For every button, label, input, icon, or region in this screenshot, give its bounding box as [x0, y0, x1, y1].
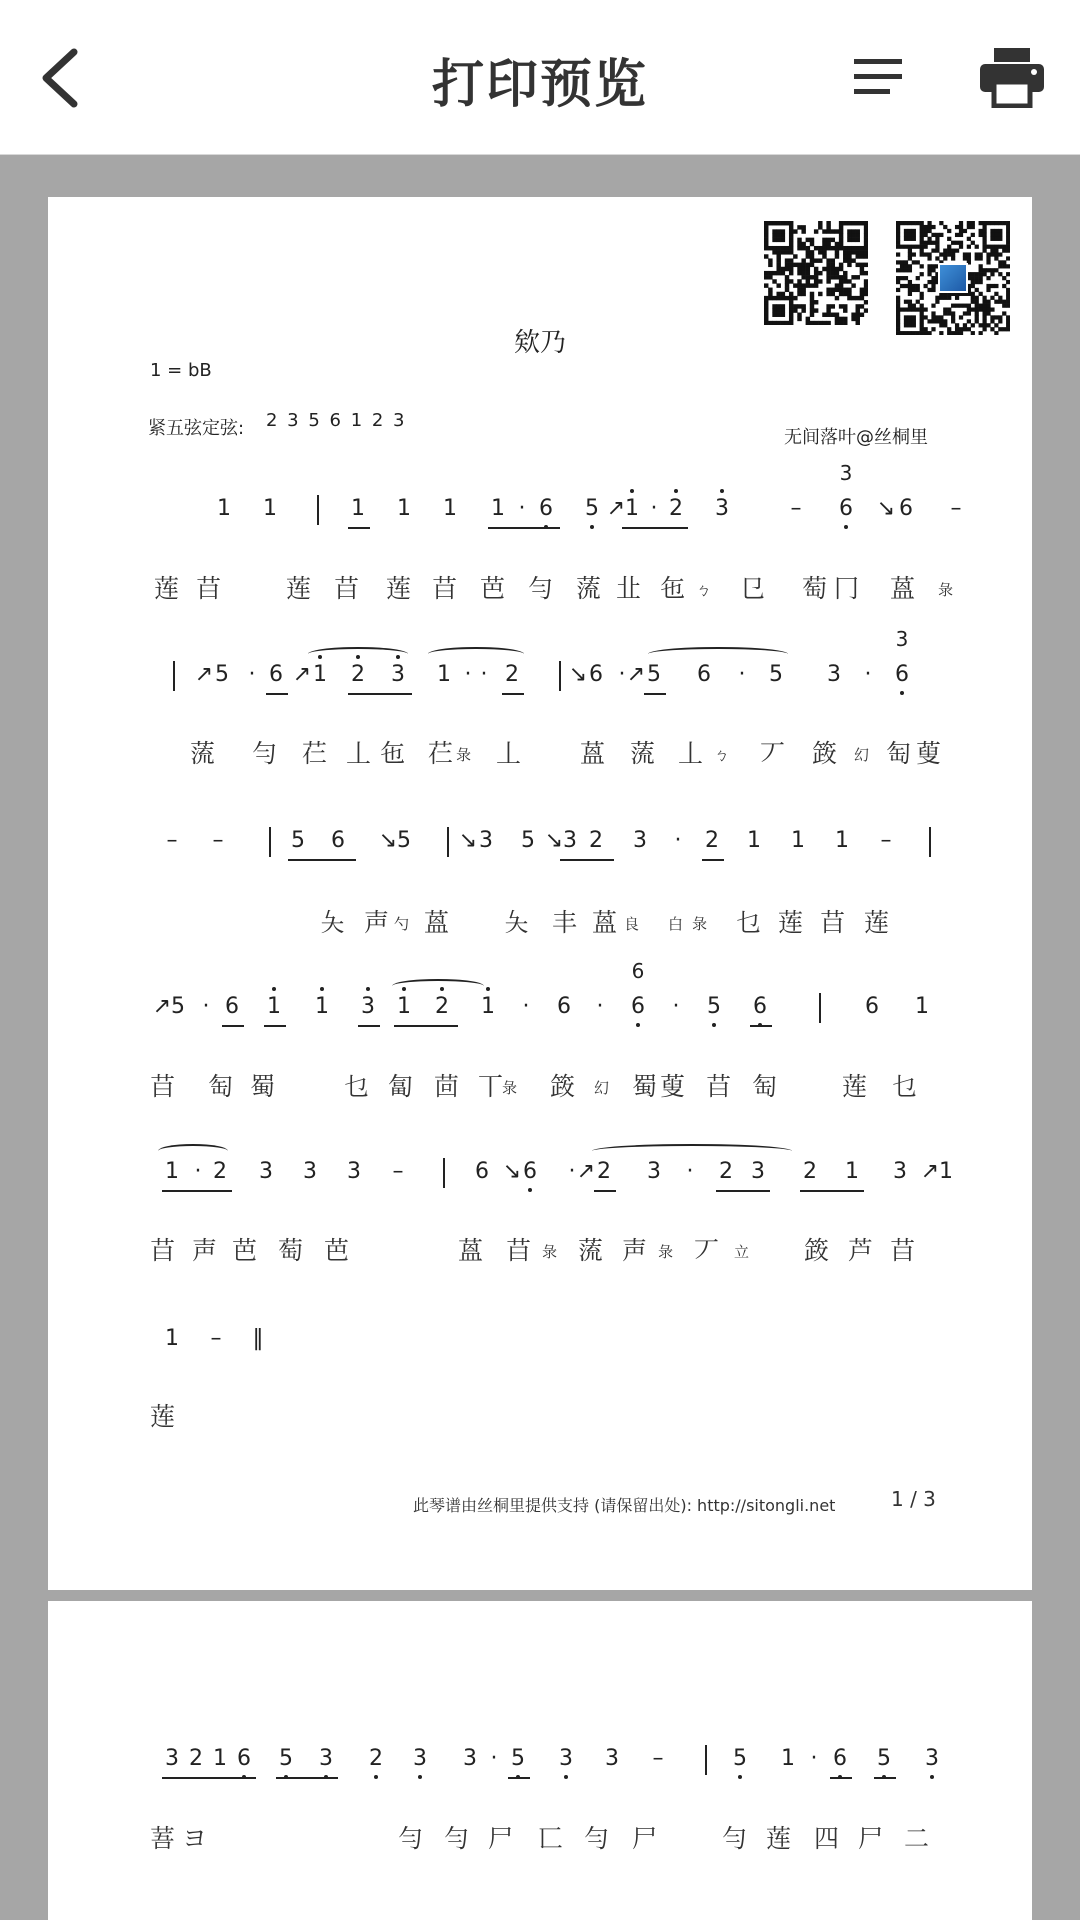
tablature-char: 声: [192, 1236, 218, 1265]
beam-line: [502, 693, 524, 695]
note: 6: [865, 994, 879, 1019]
tablature-row: [148, 1231, 978, 1271]
tablature-char: 夨: [504, 908, 530, 937]
tablature-char: 冂: [834, 574, 860, 603]
note: ·: [618, 662, 626, 687]
note: 1: [474, 987, 502, 1027]
tablature-char: 䒤: [506, 1236, 532, 1265]
beam-line: [702, 859, 724, 861]
tablature-char: 勻: [398, 1824, 424, 1853]
tablature-char: 尸: [632, 1824, 658, 1853]
note: 1: [397, 496, 411, 521]
note: ·: [490, 1746, 498, 1771]
tablature-row: [148, 569, 978, 609]
beam-line: [162, 1190, 232, 1192]
note: 3: [463, 1746, 477, 1771]
note: ↘: [458, 828, 478, 853]
note: 6: [899, 496, 913, 521]
tablature-char: 芢: [302, 739, 328, 768]
note: 6: [697, 662, 711, 687]
tablature-char: 匋: [886, 739, 912, 768]
tablature-char: 芭: [480, 574, 506, 603]
note: 6: [832, 489, 860, 529]
tablature-char: ㄅ: [714, 746, 730, 764]
note: –: [166, 828, 178, 853]
note: 5: [769, 662, 783, 687]
note: ·: [480, 662, 488, 687]
note: 5: [504, 1739, 532, 1779]
beam-line: [750, 1025, 772, 1027]
tablature-char: 勺: [394, 915, 410, 933]
slur-mark: [158, 1144, 228, 1158]
tablature-char: 丅: [478, 1072, 504, 1101]
note: 5: [272, 1739, 300, 1779]
note: 1: [351, 496, 365, 521]
tablature-char: 芭: [324, 1236, 350, 1265]
tablature-char: 萄: [802, 574, 828, 603]
beam-line: [394, 1025, 458, 1027]
note: 6: [557, 994, 571, 1019]
tablature-char: ヨ: [182, 1824, 208, 1853]
tablature-char: 芦: [848, 1236, 874, 1265]
note: 6: [331, 828, 345, 853]
tablature-char: 勻: [252, 739, 278, 768]
notation-staff: [148, 1739, 978, 1779]
note: 3: [708, 489, 736, 529]
tablature-char: 莲: [286, 574, 312, 603]
note: 1: [390, 987, 418, 1027]
note: 6: [826, 1739, 854, 1779]
note: 2: [428, 987, 456, 1027]
qr-code-icon: [764, 221, 868, 325]
note: 1: [791, 828, 805, 853]
note: 2: [597, 1159, 611, 1184]
tablature-char: 㐌: [380, 739, 406, 768]
note: ↗: [920, 1159, 940, 1184]
notation-staff: [148, 1152, 978, 1192]
menu-button[interactable]: [848, 52, 908, 102]
note: 3: [479, 828, 493, 853]
note: 6: [225, 994, 239, 1019]
note: 1: [263, 496, 277, 521]
note: 1: [835, 828, 849, 853]
footer-credit: 此琴谱由丝桐里提供支持 (请保留出处): http://sitongli.net: [413, 1496, 836, 1515]
note: 2: [803, 1159, 817, 1184]
page-title: 打印预览: [431, 55, 648, 115]
beam-line: [644, 693, 666, 695]
tablature-char: 彔: [502, 1079, 518, 1097]
qr-code-icon: [896, 221, 1010, 335]
note: ·: [522, 994, 530, 1019]
tablature-char: 声: [622, 1236, 648, 1265]
top-app-bar: [0, 0, 1080, 155]
tuning-notes: 2 3 5 6 1 2 3: [266, 410, 407, 431]
note: ·: [672, 994, 680, 1019]
tablature-char: 丰: [552, 908, 578, 937]
tablature-char: 二: [904, 1824, 930, 1853]
note: ↗: [576, 1159, 596, 1184]
tablature-char: 䒤: [150, 1072, 176, 1101]
note: ·: [674, 828, 682, 853]
note: 1: [915, 994, 929, 1019]
tablature-char: 䒤: [196, 574, 222, 603]
tablature-char: 䒤: [150, 1236, 176, 1265]
tablature-char: 蒕: [458, 1236, 484, 1265]
note: ·: [686, 1159, 694, 1184]
note: 5: [870, 1739, 898, 1779]
tablature-char: 匸: [538, 1824, 564, 1853]
tablature-char: 蒕: [580, 739, 606, 768]
note: 3: [406, 1739, 434, 1779]
note: ↗: [152, 994, 172, 1019]
note: 2: [189, 1746, 203, 1771]
tablature-char: 莲: [766, 1824, 792, 1853]
tablature-char: ㄅ: [696, 581, 712, 599]
bar-line: [447, 827, 449, 857]
note: 2: [705, 828, 719, 853]
note: ↗: [626, 662, 646, 687]
bar-line: [819, 993, 821, 1023]
note: 1: [618, 489, 646, 529]
beam-line: [288, 859, 356, 861]
tablature-char: 乜: [736, 908, 762, 937]
page-number: 1 / 3: [891, 1487, 936, 1511]
bar-line: [559, 661, 561, 691]
preview-page-2: [48, 1601, 1032, 1920]
note: ‖: [252, 1326, 264, 1351]
printer-icon: [978, 46, 1046, 108]
note: 1: [217, 496, 231, 521]
note: 3: [647, 1159, 661, 1184]
note: 3: [751, 1159, 765, 1184]
song-title: 欸乃: [513, 328, 566, 358]
tablature-char: 㐀: [616, 574, 642, 603]
note: 3: [552, 1739, 580, 1779]
preview-page-1: [48, 197, 1032, 1590]
slur-mark: [428, 647, 524, 661]
note: 6: [230, 1739, 258, 1779]
note-annotation: 3: [839, 461, 853, 485]
note: ↗: [606, 496, 626, 521]
tablature-char: 䒤: [334, 574, 360, 603]
tablature-char: 㐌: [660, 574, 686, 603]
slur-mark: [592, 1144, 792, 1158]
note: 6: [532, 489, 560, 529]
tablature-row: [148, 734, 978, 774]
note: 3: [354, 987, 382, 1027]
note: 1: [437, 662, 451, 687]
note: 1: [308, 987, 336, 1027]
beam-line: [508, 1777, 530, 1779]
note: 1: [306, 655, 334, 695]
note: –: [880, 828, 892, 853]
tablature-char: 勻: [444, 1824, 470, 1853]
tablature-char: 蓅: [576, 574, 602, 603]
tablature-char: 丄: [496, 739, 522, 768]
tablature-char: 䓊: [150, 1824, 176, 1853]
note: 3: [893, 1159, 907, 1184]
note: –: [950, 496, 962, 521]
beam-line: [622, 527, 688, 529]
tablature-char: 茴: [434, 1072, 460, 1101]
note: ↘: [378, 828, 398, 853]
slur-mark: [648, 647, 788, 661]
note: 3: [347, 1159, 361, 1184]
tablature-char: 萄: [278, 1236, 304, 1265]
notation-staff: [148, 461, 978, 529]
beam-line: [488, 527, 560, 529]
tablature-char: 蜀: [632, 1072, 658, 1101]
tablature-char: 丄: [678, 739, 704, 768]
tablature-char: 立: [734, 1243, 750, 1261]
tablature-char: 蓃: [916, 739, 942, 768]
tablature-char: 蜀: [250, 1072, 276, 1101]
note: 2: [719, 1159, 733, 1184]
tablature-char: 彔: [658, 1243, 674, 1261]
beam-line: [348, 527, 370, 529]
bar-line: [173, 661, 175, 691]
key-signature: 1 = bB: [150, 360, 212, 381]
note: ↘: [876, 496, 896, 521]
tablature-char: 四: [814, 1824, 840, 1853]
note: 6: [475, 1159, 489, 1184]
note: 5: [171, 994, 185, 1019]
note: 5: [397, 828, 411, 853]
tablature-char: 莲: [386, 574, 412, 603]
tablature-char: 声: [364, 908, 390, 937]
tablature-row: [148, 1819, 978, 1859]
tablature-char: 蓅: [578, 1236, 604, 1265]
tablature-char: 䒤: [820, 908, 846, 937]
tablature-char: 䈣: [804, 1236, 830, 1265]
note: 5: [291, 828, 305, 853]
note: –: [652, 1746, 664, 1771]
note-annotation: 3: [895, 627, 909, 651]
beam-line: [348, 693, 412, 695]
beam-line: [358, 1025, 380, 1027]
note: 2: [213, 1159, 227, 1184]
tablature-char: 㔾: [740, 574, 766, 603]
tablature-char: 良: [624, 915, 640, 933]
note: 3: [384, 655, 412, 695]
beam-line: [276, 1777, 338, 1779]
note: 5: [578, 489, 606, 529]
notation-staff: [148, 959, 978, 1027]
tablature-char: 乜: [344, 1072, 370, 1101]
note: 1: [443, 496, 457, 521]
note: 5: [700, 987, 728, 1027]
note: 3: [633, 828, 647, 853]
tablature-char: 蒕: [890, 574, 916, 603]
note: 3: [312, 1739, 340, 1779]
tablature-char: 勻: [722, 1824, 748, 1853]
tablature-char: 幻: [854, 746, 870, 764]
tablature-char: 莲: [842, 1072, 868, 1101]
note: 5: [647, 662, 661, 687]
tablature-char: 勻: [528, 574, 554, 603]
note: 6: [888, 655, 916, 695]
author: 无间落叶@丝桐里: [784, 427, 928, 448]
bar-line: [269, 827, 271, 857]
note: 1: [781, 1746, 795, 1771]
note: 3: [605, 1746, 619, 1771]
qr-logo: [938, 263, 968, 293]
note: 6: [589, 662, 603, 687]
tablature-char: 白: [668, 915, 684, 933]
tablature-char: 彔: [542, 1243, 558, 1261]
menu-icon: [848, 52, 908, 102]
tablature-char: 莲: [778, 908, 804, 937]
tablature-char: 莲: [150, 1402, 176, 1431]
beam-line: [800, 1190, 864, 1192]
note: ·: [464, 662, 472, 687]
beam-line: [162, 1777, 256, 1779]
tablature-char: 䈣: [812, 739, 838, 768]
tablature-char: 莲: [864, 908, 890, 937]
note: 3: [303, 1159, 317, 1184]
tablature-char: 彔: [456, 746, 472, 764]
beam-line: [830, 1777, 852, 1779]
bar-line: [317, 495, 319, 525]
note: ·: [248, 662, 256, 687]
tablature-char: 䒤: [432, 574, 458, 603]
note: 2: [662, 489, 690, 529]
note: ↘: [568, 662, 588, 687]
note: 1: [165, 1326, 179, 1351]
note: ↘: [544, 828, 564, 853]
note: ·: [202, 994, 210, 1019]
note: 3: [259, 1159, 273, 1184]
note: 2: [344, 655, 372, 695]
note: –: [210, 1326, 222, 1351]
tablature-char: 蒕: [592, 908, 618, 937]
beam-line: [264, 1025, 286, 1027]
notation-staff: [148, 821, 978, 861]
bar-line: [443, 1158, 445, 1188]
note: 1: [260, 987, 288, 1027]
tablature-char: 蓅: [190, 739, 216, 768]
slur-mark: [392, 979, 484, 993]
tablature-row: [148, 903, 978, 943]
beam-line: [716, 1190, 770, 1192]
tablature-char: 䒤: [890, 1236, 916, 1265]
tablature-char: 莲: [154, 574, 180, 603]
note: 6: [516, 1152, 544, 1192]
beam-line: [560, 859, 614, 861]
note: 2: [362, 1739, 390, 1779]
print-button[interactable]: [978, 46, 1046, 108]
tablature-char: 勻: [584, 1824, 610, 1853]
tablature-char: 蒕: [424, 908, 450, 937]
note: ·: [864, 662, 872, 687]
note: ·: [194, 1159, 202, 1184]
tablature-char: 彔: [938, 581, 954, 599]
beam-line: [594, 1190, 616, 1192]
tablature-char: 蓃: [660, 1072, 686, 1101]
note: 3: [827, 662, 841, 687]
tablature-char: 匋: [208, 1072, 234, 1101]
bar-line: [705, 1745, 707, 1775]
note: –: [790, 496, 802, 521]
note: 1: [747, 828, 761, 853]
tablature-row: [148, 1067, 978, 1107]
tablature-char: 夨: [320, 908, 346, 937]
note: 5: [215, 662, 229, 687]
note: ·: [568, 1159, 576, 1184]
note: ·: [738, 662, 746, 687]
tablature-char: 幻: [594, 1079, 610, 1097]
note-annotation: 6: [631, 959, 645, 983]
note: ↗: [292, 662, 312, 687]
tablature-char: 丆: [760, 739, 786, 768]
note: –: [212, 828, 224, 853]
note: 5: [726, 1739, 754, 1779]
note: 3: [563, 828, 577, 853]
note: 1: [939, 1159, 953, 1184]
tablature-char: 彔: [692, 915, 708, 933]
note: 1: [845, 1159, 859, 1184]
tablature-char: 匐: [388, 1072, 414, 1101]
note: ↘: [502, 1159, 522, 1184]
note: 1: [213, 1746, 227, 1771]
notation-staff: [148, 627, 978, 695]
beam-line: [874, 1777, 896, 1779]
tuning-label: 紧五弦定弦:: [148, 418, 245, 439]
tablature-char: 芢: [428, 739, 454, 768]
notation-staff: [148, 1319, 978, 1359]
note: ·: [650, 496, 658, 521]
tablature-char: 丆: [694, 1236, 720, 1265]
note: 3: [165, 1746, 179, 1771]
tablature-char: 尸: [858, 1824, 884, 1853]
tablature-char: 乜: [892, 1072, 918, 1101]
note: 5: [521, 828, 535, 853]
tablature-char: 尸: [488, 1824, 514, 1853]
note: ·: [518, 496, 526, 521]
note: 6: [746, 987, 774, 1027]
note: 2: [505, 662, 519, 687]
tablature-char: 芭: [232, 1236, 258, 1265]
note: ·: [596, 994, 604, 1019]
note: ↗: [194, 662, 214, 687]
bar-line: [929, 827, 931, 857]
slur-mark: [308, 647, 408, 661]
note: 1: [491, 496, 505, 521]
note: 3: [918, 1739, 946, 1779]
note: 6: [624, 987, 652, 1027]
note: –: [392, 1159, 404, 1184]
tablature-char: 匋: [752, 1072, 778, 1101]
tablature-char: 蓅: [630, 739, 656, 768]
tablature-char: 䒤: [706, 1072, 732, 1101]
tablature-char: 丄: [346, 739, 372, 768]
tablature-row: [148, 1397, 978, 1437]
beam-line: [222, 1025, 244, 1027]
note: 1: [165, 1159, 179, 1184]
note: 6: [269, 662, 283, 687]
tablature-char: 䈣: [550, 1072, 576, 1101]
note: ·: [810, 1746, 818, 1771]
beam-line: [266, 693, 288, 695]
note: 2: [589, 828, 603, 853]
